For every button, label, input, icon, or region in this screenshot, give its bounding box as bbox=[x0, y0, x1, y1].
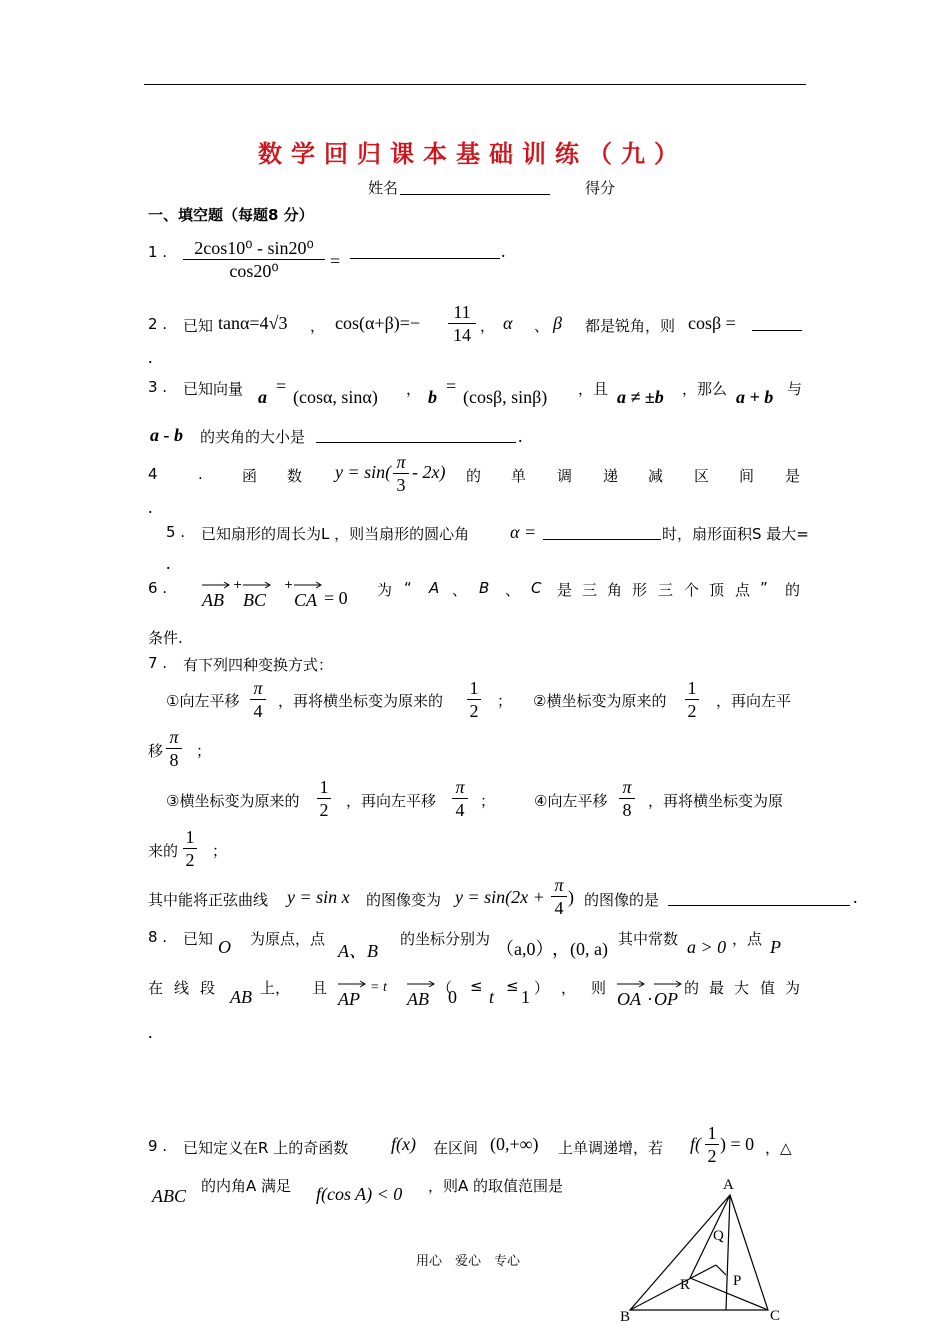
q9-one: 1 bbox=[707, 1123, 717, 1143]
q8-vec-ap bbox=[338, 979, 366, 1010]
q8-l0: 在 bbox=[148, 979, 164, 997]
q7-o4-eight: 8 bbox=[622, 800, 632, 820]
q6-c9: 角 bbox=[607, 581, 623, 599]
q9-fx: f(x) bbox=[391, 1134, 416, 1154]
q7-o4-frac2 bbox=[183, 827, 197, 870]
q5-t2: 时，扇形面积S 最大= bbox=[662, 525, 809, 543]
q4-eq1: y = sin( bbox=[335, 462, 392, 482]
q4-three: 3 bbox=[396, 475, 406, 495]
section-header: 一、填空题（每题8 分） bbox=[148, 206, 314, 224]
q8-c1: （a,0） bbox=[496, 939, 554, 959]
q6-c5: 、 bbox=[505, 581, 521, 599]
q2-comma2: ， bbox=[480, 317, 496, 335]
q4-t0: 的 bbox=[466, 467, 482, 485]
q7-o1a: ①向左平移 bbox=[166, 692, 240, 710]
q9-t3: 上单调递增，若 bbox=[558, 1139, 664, 1157]
q7-end: . bbox=[853, 887, 858, 907]
q6-c7: 是 bbox=[557, 581, 573, 599]
q6-number: 6 . bbox=[148, 579, 168, 597]
fig-label-q: Q bbox=[713, 1228, 724, 1244]
q3-blank bbox=[316, 442, 516, 443]
q7-semi2: ； bbox=[196, 742, 212, 760]
q9-t2: 在区间 bbox=[433, 1139, 479, 1157]
q4-t2: 调 bbox=[557, 467, 573, 485]
q8-rparen: ） bbox=[534, 979, 550, 997]
q8-ze: 则 bbox=[591, 979, 607, 997]
q7-number: 7 . bbox=[148, 654, 168, 672]
q7-o4b: ，再将横坐标变为原 bbox=[648, 792, 784, 810]
fig-label-c: C bbox=[770, 1308, 781, 1324]
q7-o3-four: 4 bbox=[455, 800, 465, 820]
q8-tl4: 为 bbox=[785, 979, 801, 997]
q8-eqt: = t bbox=[370, 980, 387, 995]
q6-c10: 形 bbox=[632, 581, 648, 599]
q7-o2-frac2 bbox=[166, 727, 182, 770]
q6-ca: CA bbox=[294, 590, 318, 610]
q3-t1: 已知向量 bbox=[183, 380, 244, 398]
fig-label-a: A bbox=[723, 1177, 734, 1193]
q7-o4-one: 1 bbox=[185, 827, 195, 847]
q8-vec-oa bbox=[617, 979, 645, 1010]
q8-p: P bbox=[770, 937, 781, 957]
q7-q3: 的图像的是 bbox=[584, 891, 660, 909]
q4-t4: 减 bbox=[648, 467, 664, 485]
q7-o2-eight: 8 bbox=[169, 750, 179, 770]
q8-le2: ≤ bbox=[506, 977, 519, 995]
q9-abc: ABC bbox=[152, 1186, 186, 1206]
q2-num: 11 bbox=[453, 302, 471, 322]
q4-pi: π bbox=[396, 452, 406, 472]
q7-y2b: ) bbox=[568, 887, 574, 907]
q3-t4: 与 bbox=[787, 380, 803, 398]
q3-end: . bbox=[518, 426, 523, 446]
q7-o2c: 移 bbox=[148, 742, 164, 760]
q3-bv: (cosβ, sinβ) bbox=[463, 387, 548, 407]
q9-iv: (0,+∞) bbox=[490, 1134, 539, 1154]
q1-numerator: 2cos10⁰ - sin20⁰ bbox=[194, 238, 314, 258]
q8-dot: · bbox=[647, 989, 653, 1009]
q4-c1: 数 bbox=[287, 467, 303, 485]
q9-t5: 的内角A 满足 bbox=[201, 1177, 292, 1195]
header-rule bbox=[144, 84, 806, 85]
q3-number: 3 . bbox=[148, 378, 168, 396]
q2-blank bbox=[752, 330, 802, 331]
q7-semi1: ； bbox=[497, 692, 513, 710]
q8-t7: 且 bbox=[312, 979, 328, 997]
q2-fraction bbox=[448, 302, 476, 345]
q7-o1-one: 1 bbox=[469, 678, 479, 698]
q3-eq: = bbox=[276, 376, 287, 396]
q9-number: 9 . bbox=[148, 1137, 168, 1155]
q7-o3-one: 1 bbox=[319, 777, 329, 797]
q3-amb: a - b bbox=[150, 425, 183, 445]
q2-comma: ， bbox=[310, 317, 326, 335]
q5-blank bbox=[543, 539, 661, 540]
q7-o4-frac bbox=[619, 777, 635, 820]
q6-c3: 、 bbox=[452, 581, 468, 599]
q7-o1-frac bbox=[250, 678, 266, 721]
q8-tl2: 大 bbox=[734, 979, 750, 997]
q3-comma1: ， bbox=[406, 380, 422, 398]
q6-vec-ab bbox=[202, 580, 230, 611]
q6-c0: 为 bbox=[377, 581, 393, 599]
q8-OP: OP bbox=[654, 989, 678, 1009]
score-label: 得分 bbox=[585, 179, 616, 197]
q1-eq: = bbox=[330, 251, 341, 271]
q9-feq: ) = 0 bbox=[720, 1134, 755, 1154]
q8-vec-ab bbox=[407, 979, 435, 1010]
q8-tl0: 的 bbox=[684, 979, 700, 997]
q7-q: 其中能将正弦曲线 bbox=[148, 891, 269, 909]
fig-label-p: P bbox=[733, 1273, 742, 1289]
fig-label-b: B bbox=[620, 1309, 631, 1325]
q8-number: 8 . bbox=[148, 928, 168, 946]
q2-cos: cos(α+β)=− bbox=[335, 313, 421, 333]
q7-y1: y = sin x bbox=[287, 887, 350, 907]
q2-text2: 都是锐角，则 bbox=[585, 317, 676, 335]
q4-t6: 间 bbox=[739, 467, 755, 485]
q8-l1: 线 bbox=[174, 979, 190, 997]
q2-sep: 、 bbox=[534, 317, 550, 335]
q1-blank bbox=[350, 258, 500, 259]
q7-o3b: ，再向左平移 bbox=[346, 792, 437, 810]
q4-rest: - 2x) bbox=[412, 462, 446, 482]
q6-c14: 点 bbox=[735, 581, 751, 599]
name-blank bbox=[400, 194, 550, 195]
q7-y2-four: 4 bbox=[554, 898, 564, 918]
q7-o2b: ，再向左平 bbox=[716, 692, 792, 710]
fig-label-r: R bbox=[680, 1277, 691, 1293]
q8-l2: 段 bbox=[200, 979, 216, 997]
q3-t3: ，那么 bbox=[682, 380, 728, 398]
q6-c13: 顶 bbox=[709, 581, 725, 599]
q7-o2a: ②横坐标变为原来的 bbox=[533, 692, 667, 710]
q7-o1-frac2 bbox=[467, 678, 481, 721]
q6-c6: C bbox=[531, 579, 542, 597]
q7-o3-two: 2 bbox=[319, 800, 329, 820]
q7-o3-pi: π bbox=[455, 777, 465, 797]
q9-t6: ，则A 的取值范围是 bbox=[428, 1177, 564, 1195]
q6-ab: AB bbox=[202, 590, 224, 610]
q1-fraction bbox=[183, 238, 325, 281]
q8-tl1: 最 bbox=[709, 979, 725, 997]
q3-b: b bbox=[428, 387, 437, 407]
q3-a: a bbox=[258, 387, 267, 407]
q7-o3-frac2 bbox=[452, 777, 468, 820]
q8-t4: 其中常数 bbox=[618, 930, 679, 948]
q9-frac bbox=[705, 1123, 719, 1166]
q3-cond: a ≠ ±b bbox=[617, 387, 664, 407]
q7-intro: 有下列四种变换方式： bbox=[183, 656, 334, 674]
q7-y2a: y = sin(2x + bbox=[455, 887, 545, 907]
q4-fraction bbox=[393, 452, 409, 495]
q8-c2: ，(0, a) bbox=[552, 939, 608, 959]
q8-AB2: AB bbox=[407, 989, 429, 1009]
q6-c4: B bbox=[479, 579, 490, 597]
q9-t1: 已知定义在R 上的奇函数 bbox=[183, 1139, 349, 1157]
q8-tl3: 值 bbox=[760, 979, 776, 997]
q1-end: . bbox=[501, 241, 506, 261]
q7-o2-pi: π bbox=[169, 727, 179, 747]
q8-zero: 0 bbox=[448, 987, 457, 1007]
q4-c0: 函 bbox=[242, 467, 258, 485]
q7-o3a: ③横坐标变为原来的 bbox=[166, 792, 300, 810]
q6-bc: BC bbox=[243, 590, 267, 610]
q2-text1: 已知 bbox=[183, 317, 214, 335]
q6-c8: 三 bbox=[582, 581, 598, 599]
q7-o2-two: 2 bbox=[687, 701, 697, 721]
q8-end: . bbox=[148, 1022, 153, 1042]
q8-paren: （ bbox=[437, 979, 453, 997]
q7-o1-two: 2 bbox=[469, 701, 479, 721]
q9-t4: ，△ bbox=[765, 1139, 792, 1157]
q7-semi4: ； bbox=[212, 842, 228, 860]
q2-cosb: cosβ = bbox=[688, 313, 736, 333]
q7-o3-frac bbox=[317, 777, 331, 820]
q9-f: f( bbox=[690, 1134, 701, 1154]
q6-plus1: + bbox=[233, 578, 243, 591]
q3-apb: a + b bbox=[736, 387, 774, 407]
q6-c16: 的 bbox=[785, 581, 801, 599]
q4-t1: 单 bbox=[511, 467, 527, 485]
q7-semi3: ； bbox=[480, 792, 496, 810]
q3-eq2: = bbox=[446, 376, 457, 396]
q7-o4c: 来的 bbox=[148, 842, 179, 860]
q2-tan: tanα=4√3 bbox=[218, 313, 288, 333]
q8-vec-op bbox=[654, 979, 682, 1010]
q8-AP: AP bbox=[338, 989, 360, 1009]
q2-alpha: α bbox=[503, 313, 513, 333]
q7-blank bbox=[668, 905, 850, 906]
q6-c1: “ bbox=[404, 579, 412, 597]
q4-t3: 递 bbox=[603, 467, 619, 485]
q8-t5: ，点 bbox=[732, 930, 763, 948]
q6-vec-ca bbox=[294, 580, 322, 611]
q8-one: 1 bbox=[521, 987, 530, 1007]
q8-OA: OA bbox=[617, 989, 641, 1009]
q2-number: 2 . bbox=[148, 315, 168, 333]
q7-o2-frac bbox=[685, 678, 699, 721]
q7-o4-two: 2 bbox=[185, 850, 195, 870]
q6-c11: 三 bbox=[658, 581, 674, 599]
q8-t: t bbox=[489, 987, 495, 1007]
q8-t2: 为原点，点 bbox=[250, 930, 326, 948]
q7-y2-pi: π bbox=[554, 875, 564, 895]
q3-av: (cosα, sinα) bbox=[293, 387, 378, 407]
q1-number: 1 . bbox=[148, 243, 168, 261]
page-footer: 用心 爱心 专心 bbox=[416, 1254, 521, 1269]
q8-a0: a > 0 bbox=[687, 937, 727, 957]
q4-end: . bbox=[148, 497, 153, 517]
q8-le1: ≤ bbox=[470, 977, 483, 995]
q8-t6: 上， bbox=[260, 979, 291, 997]
q3-t5: 的夹角的大小是 bbox=[200, 428, 306, 446]
q9-two: 2 bbox=[707, 1146, 717, 1166]
q7-o4-pi: π bbox=[622, 777, 632, 797]
q7-o4a: ④向左平移 bbox=[534, 792, 608, 810]
q8-t1: 已知 bbox=[183, 930, 214, 948]
q4-t7: 是 bbox=[785, 467, 801, 485]
page-title: 数学回归课本基础训练（九） bbox=[258, 140, 687, 168]
q3-t2: ，且 bbox=[578, 380, 609, 398]
q8-comma: ， bbox=[561, 979, 577, 997]
q6-t2: 条件. bbox=[148, 629, 183, 647]
q6-eq: = 0 bbox=[324, 588, 348, 608]
q6-c15: ” bbox=[760, 579, 768, 597]
q7-q2: 的图像变为 bbox=[366, 891, 442, 909]
q8-o: O bbox=[218, 937, 231, 957]
q8-ab: A、B bbox=[338, 941, 378, 961]
q7-o2-one: 1 bbox=[687, 678, 697, 698]
q5-t1: 已知扇形的周长为L ，则当扇形的圆心角 bbox=[201, 525, 470, 543]
q2-beta: β bbox=[553, 313, 562, 333]
q1-denominator: cos20⁰ bbox=[229, 261, 279, 281]
q6-c2: A bbox=[429, 579, 440, 597]
q8-t3: 的坐标分别为 bbox=[400, 930, 491, 948]
q7-o1b: ，再将横坐标变为原来的 bbox=[278, 692, 444, 710]
q4-t5: 区 bbox=[694, 467, 710, 485]
q7-o1-pi: π bbox=[253, 678, 263, 698]
q4-dot: . bbox=[198, 465, 203, 483]
q6-plus2: + bbox=[284, 578, 294, 591]
q7-o1-four: 4 bbox=[253, 701, 263, 721]
q5-end: . bbox=[166, 553, 171, 573]
q9-ineq: f(cos A) < 0 bbox=[316, 1184, 403, 1204]
q5-alpha: α = bbox=[510, 522, 537, 542]
q6-c12: 个 bbox=[684, 581, 700, 599]
q4-number: 4 bbox=[148, 465, 158, 483]
q2-den: 14 bbox=[453, 325, 471, 345]
name-label: 姓名 bbox=[368, 179, 399, 197]
q2-end: . bbox=[148, 347, 153, 367]
q7-y2-frac bbox=[551, 875, 567, 918]
q6-vec-bc bbox=[243, 580, 271, 611]
q5-number: 5 . bbox=[166, 523, 186, 541]
q8-AB: AB bbox=[230, 987, 252, 1007]
